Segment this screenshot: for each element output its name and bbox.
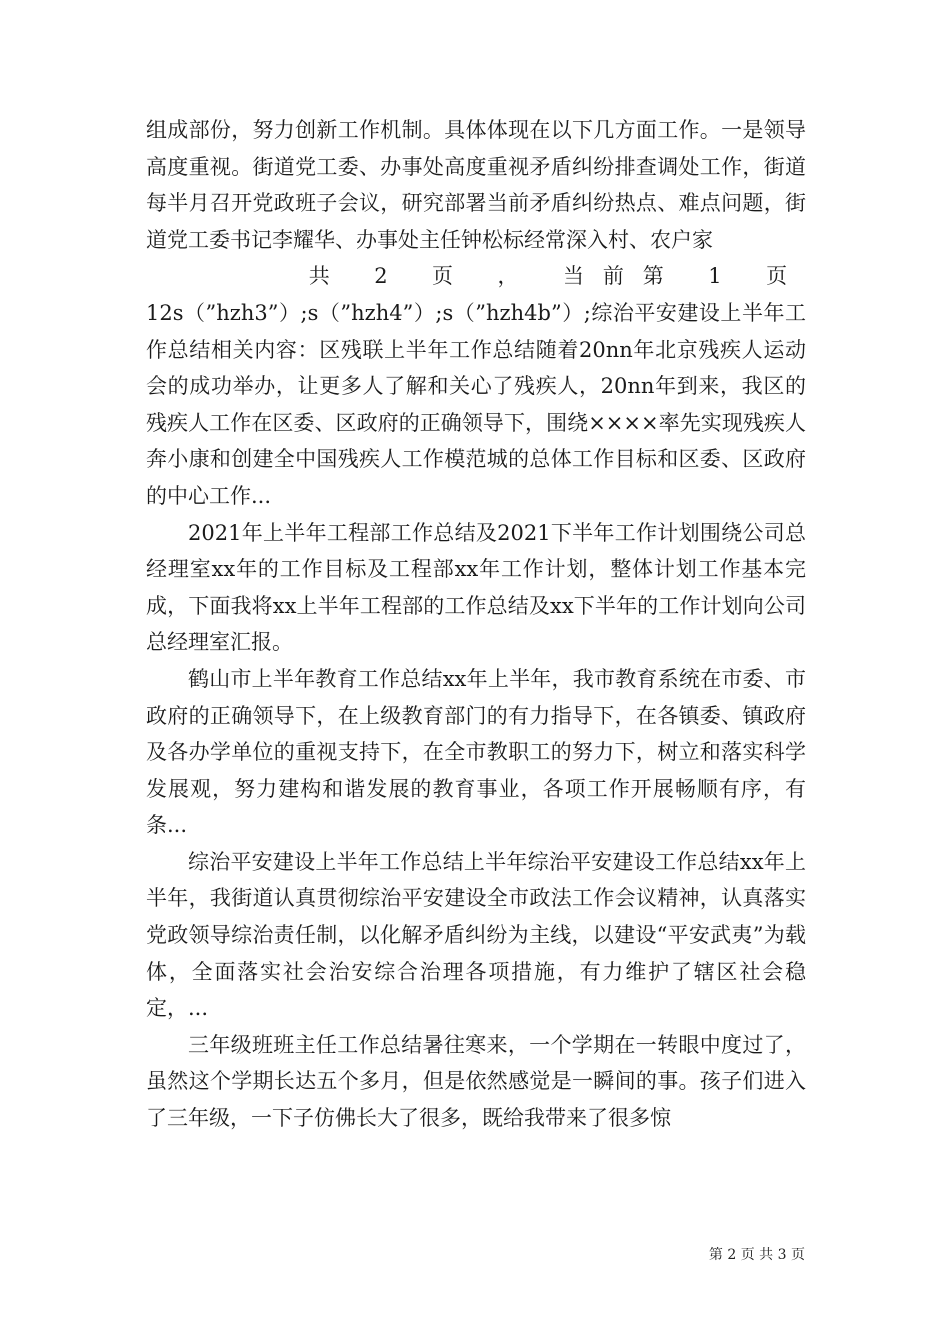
paragraph-5: 综治平安建设上半年工作总结上半年综治平安建设工作总结xx年上半年，我街道认真贯彻综治平安建设全市政法工作会议精神，认真落实党政领导综治责任制，以化解矛盾纠纷为主线，以建设“平安武夷”为载体，全面落实社会治安综合治理各项措施，有力维护了辖区社会稳定，...: [146, 849, 806, 1021]
paragraph-6: 三年级班班主任工作总结暑往寒来，一个学期在一转眼中度过了，虽然这个学期长达五个多月，但是依然感觉是一瞬间的事。孩子们进入了三年级，一下子仿佛长大了很多，既给我带来了很多惊: [146, 1032, 806, 1131]
paragraph-4: 鹤山市上半年教育工作总结xx年上半年，我市教育系统在市委、市政府的正确领导下，在上级教育部门的有力指导下，在各镇委、镇政府及各办学单位的重视支持下，在全市教职工的努力下，树立和落实科学发展观，努力建构和谐发展的教育事业，各项工作开展畅顺有序，有条...: [146, 666, 806, 838]
document-body: [146, 112, 806, 1137]
inline-page-indicator: 共 2 页 ， 当前第 1 页: [308, 264, 806, 289]
paragraph-1: 组成部份，努力创新工作机制。具体体现在以下几方面工作。一是领导高度重视。街道党工委、办事处高度重视矛盾纠纷排查调处工作，街道每半月召开党政班子会议，研究部署当前矛盾纠纷热点、难点问题，街道党工委书记李耀华、办事处主任钟松标经常深入村、农户家: [146, 118, 806, 252]
paragraph-2: 12s（”hzh3”）;s（”hzh4”）;s（”hzh4b”）;综治平安建设上半年工作总结相关内容：区残联上半年工作总结随着20nn年北京残疾人运动会的成功举办，让更多人了解和关心了残疾人，20nn年到来，我区的残疾人工作在区委、区政府的正确领导下，围绕××××率先实现残疾人奔小康和创建全中国残疾人工作模范城的总体工作目标和区委、区政府的中心工作...: [146, 300, 806, 508]
page-footer: 第 2 页 共 3 页: [708, 1247, 805, 1263]
paragraph-3: 2021年上半年工程部工作总结及2021下半年工作计划围绕公司总经理室xx年的工作目标及工程部xx年工作计划，整体计划工作基本完成，下面我将xx上半年工程部的工作总结及xx下半年的工作计划向公司总经理室汇报。: [146, 520, 806, 655]
